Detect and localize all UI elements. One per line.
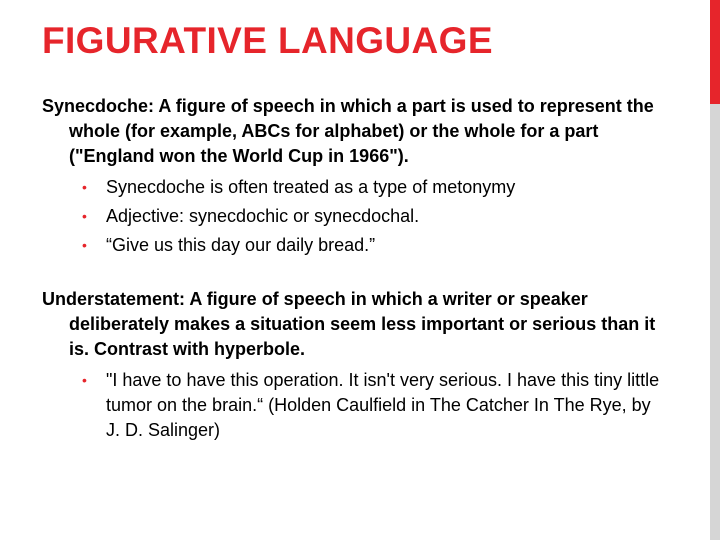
bullet-list-understatement — [42, 368, 662, 443]
bullet-list-synecdoche — [42, 175, 662, 258]
bullet-dot-icon: • — [82, 179, 87, 195]
list-item-text: Synecdoche is often treated as a type of metonymy — [106, 177, 516, 197]
list-item — [42, 368, 662, 443]
list-item — [42, 175, 662, 200]
list-item — [42, 233, 662, 258]
list-item-text: "I have to have this operation. It isn't very serious. I have this tiny little tumor on the brain.“ (Holden Caulfield in The Catcher In The Rye, by J. D. Salinger) — [106, 370, 660, 440]
list-item-text: Adjective: synecdochic or synecdochal. — [106, 206, 420, 226]
list-item — [42, 204, 662, 229]
accent-bar-red — [710, 0, 720, 104]
bullet-dot-icon: • — [82, 208, 87, 224]
list-item-text: “Give us this day our daily bread.” — [106, 235, 376, 255]
section-heading-synecdoche: Synecdoche: A figure of speech in which a part is used to represent the whole (for example, ABCs for alphabet) or the whole for a part ("England won the World Cup in 1966"). — [42, 96, 654, 166]
bullet-dot-icon: • — [82, 372, 87, 388]
bullet-dot-icon: • — [82, 237, 87, 253]
slide-body — [42, 94, 662, 443]
accent-bar-gray — [710, 104, 720, 540]
section-heading-understatement: Understatement: A figure of speech in which a writer or speaker deliberately makes a situation seem less important or serious than it is. Contrast with hyperbole. — [42, 289, 656, 359]
slide-title: FIGURATIVE LANGUAGE — [42, 20, 493, 61]
